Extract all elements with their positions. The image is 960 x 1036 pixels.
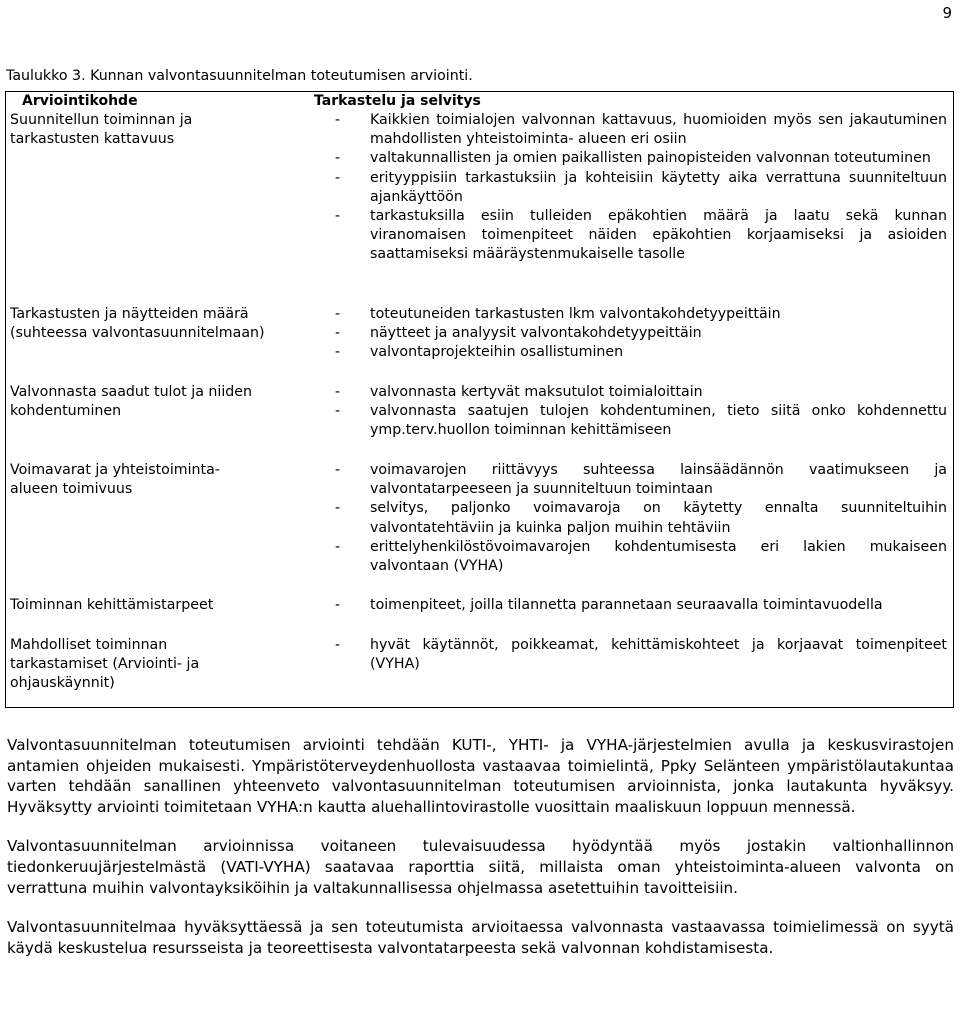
dash-bullet: - — [335, 597, 341, 613]
table-header-review-and-analysis: Tarkastelu ja selvitys — [314, 93, 481, 109]
paragraph: Valvontasuunnitelman toteutumisen arviointi tehdään KUTI-, YHTI- ja VYHA-järjestelmien avulla ja keskusvirastojen antamien ohjeiden mukaisesti. Ympäristöterveydenhuollosta vastaavaa toimielintä, Ppky Selänteen ympäristölautakuntaa varten tehdään sanallinen yhteenveto valvontasuunnitelman toteutumisen arvioinnista, jonka lautakunta hyväksyy. Hyväksytty arviointi toimitetaan VYHA:n kautta aluehallintovirastolle vuosittain maaliskuun loppuun mennessä. — [7, 736, 954, 816]
list-item: - valvonnasta saatujen tulojen kohdentuminen, tieto siitä onko kohdennettu ymp.terv.huollon toiminnan kehittämiseen — [335, 403, 947, 439]
row-items — [335, 383, 947, 441]
row-label: Valvonnasta saadut tulot ja niiden kohdentuminen — [10, 384, 252, 420]
list-item: - hyvät käytännöt, poikkeamat, kehittämiskohteet ja korjaavat toimenpiteet (VYHA) — [335, 637, 947, 673]
row-items — [335, 596, 947, 615]
list-item: - erittelyhenkilöstövoimavarojen kohdentumisesta eri lakien mukaiseen valvontaan (VYHA) — [335, 538, 947, 575]
list-item: - näytteet ja analyysit valvontakohdetyypeittäin — [335, 324, 947, 343]
row-label: Toiminnan kehittämistarpeet — [10, 597, 214, 613]
page-number: 9 — [942, 4, 952, 22]
row-items — [335, 636, 947, 674]
list-item: - erityyppisiin tarkastuksiin ja kohteisiin käytetty aika verrattuna suunniteltuun ajankäyttöön — [335, 169, 947, 205]
paragraph: Valvontasuunnitelmaa hyväksyttäessä ja sen toteutumista arvioitaessa valvonnasta vastaavassa toimielimessä on syytä käydä keskustelua resursseista ja teoreettisesta valvontatarpeesta sekä valvonnan kohdistamisesta. — [7, 918, 954, 957]
row-items — [335, 461, 947, 576]
dash-bullet: - — [335, 462, 341, 478]
list-item: - valtakunnallisten ja omien paikallisten painopisteiden valvonnan toteutuminen — [335, 149, 947, 168]
row-label: Voimavarat ja yhteistoiminta- alueen toimivuus — [10, 462, 220, 498]
dash-bullet: - — [335, 344, 341, 361]
body-text — [7, 735, 954, 977]
list-item: - toteutuneiden tarkastusten lkm valvontakohdetyypeittäin — [335, 305, 947, 324]
row-label: Mahdolliset toiminnan tarkastamiset (Arviointi- ja ohjauskäynnit) — [10, 637, 200, 692]
dash-bullet: - — [335, 637, 341, 653]
list-item: - toimenpiteet, joilla tilannetta parannetaan seuraavalla toimintavuodella — [335, 596, 947, 615]
row-label: Suunnitellun toiminnan ja tarkastusten kattavuus — [10, 112, 193, 148]
row-items — [335, 305, 947, 363]
list-item: - valvontaprojekteihin osallistuminen — [335, 343, 947, 362]
dash-bullet: - — [335, 384, 341, 400]
dash-bullet: - — [335, 306, 341, 322]
row-items — [335, 111, 947, 265]
dash-bullet: - — [335, 150, 341, 167]
row-label: Tarkastusten ja näytteiden määrä (suhteessa valvontasuunnitelmaan) — [10, 306, 265, 342]
list-item: - tarkastuksilla esiin tulleiden epäkohtien määrä ja laatu sekä kunnan viranomaisen toimenpiteet näiden epäkohtien korjaamiseksi ja asioiden saattamiseksi määräystenmukaiselle tasolle — [335, 208, 947, 263]
dash-bullet: - — [335, 538, 341, 555]
list-item: - voimavarojen riittävyys suhteessa lainsäädännön vaatimukseen ja valvontatarpeeseen ja suunniteltuun toimintaan — [335, 462, 947, 498]
list-item: - valvonnasta kertyvät maksutulot toimialoittain — [335, 383, 947, 402]
table-caption: Taulukko 3. Kunnan valvontasuunnitelman toteutumisen arviointi. — [6, 68, 473, 84]
dash-bullet: - — [335, 112, 341, 128]
dash-bullet: - — [335, 403, 341, 420]
table-header-evaluation-target: Arviointikohde — [22, 93, 138, 109]
dash-bullet: - — [335, 169, 341, 186]
dash-bullet: - — [335, 500, 341, 517]
dash-bullet: - — [335, 208, 341, 225]
list-item: - selvitys, paljonko voimavaroja on käytetty ennalta suunniteltuihin valvontatehtäviin ja kuinka paljon muihin tehtäviin — [335, 500, 947, 536]
paragraph: Valvontasuunnitelman arvioinnissa voitaneen tulevaisuudessa hyödyntää myös jostakin valtionhallinnon tiedonkeruujärjestelmästä (VATI-VYHA) saatavaa raporttia siitä, millaista oman yhteistoiminta-alueen valvonta on verrattuna muihin valvontayksiköihin ja valtakunnallisessa ohjelmassa asetettuihin tavoitteisiin. — [7, 837, 954, 897]
dash-bullet: - — [335, 325, 341, 342]
list-item: - Kaikkien toimialojen valvonnan kattavuus, huomioiden myös sen jakautuminen mahdollisten yhteistoiminta- alueen eri osiin — [335, 112, 947, 148]
